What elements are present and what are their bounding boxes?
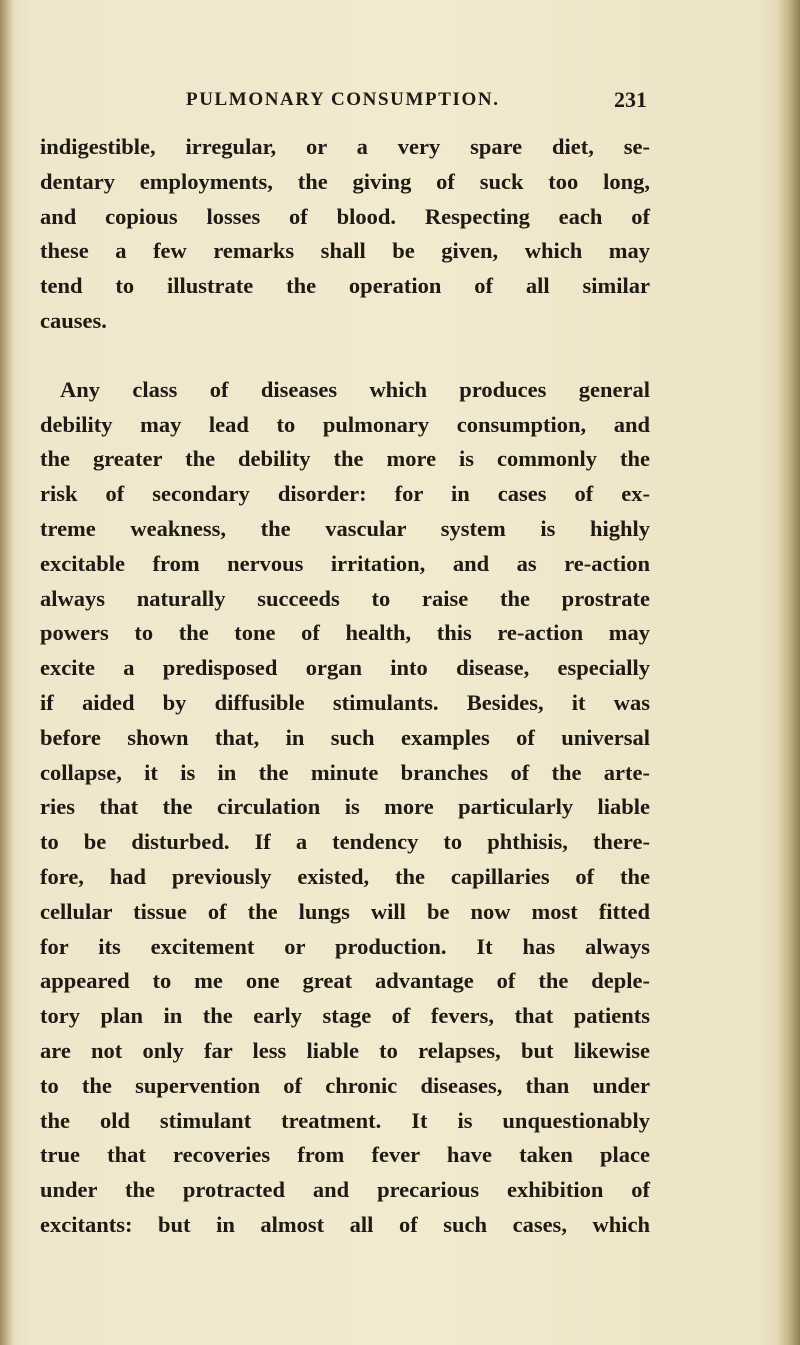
text-line: the greater the debility the more is commonly the	[40, 446, 650, 472]
text-line: for its excitement or production. It has always	[40, 933, 650, 959]
paragraph-gap	[40, 339, 650, 373]
text-line: are not only far less liable to relapses, but likewise	[40, 1037, 650, 1063]
text-line: tend to illustrate the operation of all similar	[40, 273, 650, 299]
text-line: causes.	[40, 307, 107, 333]
paragraph-2	[40, 373, 650, 1243]
text-line: to the supervention of chronic diseases, than under	[40, 1072, 650, 1098]
text-line: appeared to me one great advantage of the deple-	[40, 968, 650, 994]
text-line: fore, had previously existed, the capillaries of the	[40, 863, 650, 889]
running-title: PULMONARY CONSUMPTION.	[186, 89, 500, 110]
text-line: debility may lead to pulmonary consumption, and	[40, 411, 650, 437]
text-line: collapse, it is in the minute branches of the arte-	[40, 759, 650, 785]
body-text	[40, 130, 650, 1243]
text-line: cellular tissue of the lungs will be now most fitted	[40, 898, 650, 924]
text-line: Any class of diseases which produces general	[60, 376, 650, 402]
text-line: the old stimulant treatment. It is unquestionably	[40, 1107, 650, 1133]
text-line: powers to the tone of health, this re-action may	[40, 620, 650, 646]
text-line: excitable from nervous irritation, and as re-action	[40, 550, 650, 576]
text-line: and copious losses of blood. Respecting each of	[40, 203, 650, 229]
text-line: excite a predisposed organ into disease, especially	[40, 655, 650, 681]
text-line: if aided by diffusible stimulants. Besides, it was	[40, 689, 650, 715]
text-line: under the protracted and precarious exhibition of	[40, 1177, 650, 1203]
text-line: indigestible, irregular, or a very spare diet, se-	[40, 134, 650, 159]
page-left-edge-shadow	[0, 0, 14, 1345]
text-line: risk of secondary disorder: for in cases of ex-	[40, 481, 650, 507]
text-line: to be disturbed. If a tendency to phthisis, there-	[40, 829, 650, 855]
text-line: ries that the circulation is more particularly liable	[40, 794, 650, 820]
text-line: true that recoveries from fever have taken place	[40, 1142, 650, 1168]
paragraph-1	[40, 130, 650, 339]
text-line: dentary employments, the giving of suck too long,	[40, 168, 650, 194]
text-line: tory plan in the early stage of fevers, that patients	[40, 1003, 650, 1029]
page-number: 231	[614, 87, 647, 112]
text-line: always naturally succeeds to raise the prostrate	[40, 585, 650, 611]
page-right-edge-shadow	[778, 0, 800, 1345]
text-line: excitants: but in almost all of such cases, which	[40, 1211, 650, 1237]
text-line: before shown that, in such examples of universal	[40, 724, 650, 750]
page-header	[0, 89, 800, 119]
text-line: treme weakness, the vascular system is highly	[40, 515, 650, 541]
text-line: these a few remarks shall be given, which may	[40, 238, 650, 264]
